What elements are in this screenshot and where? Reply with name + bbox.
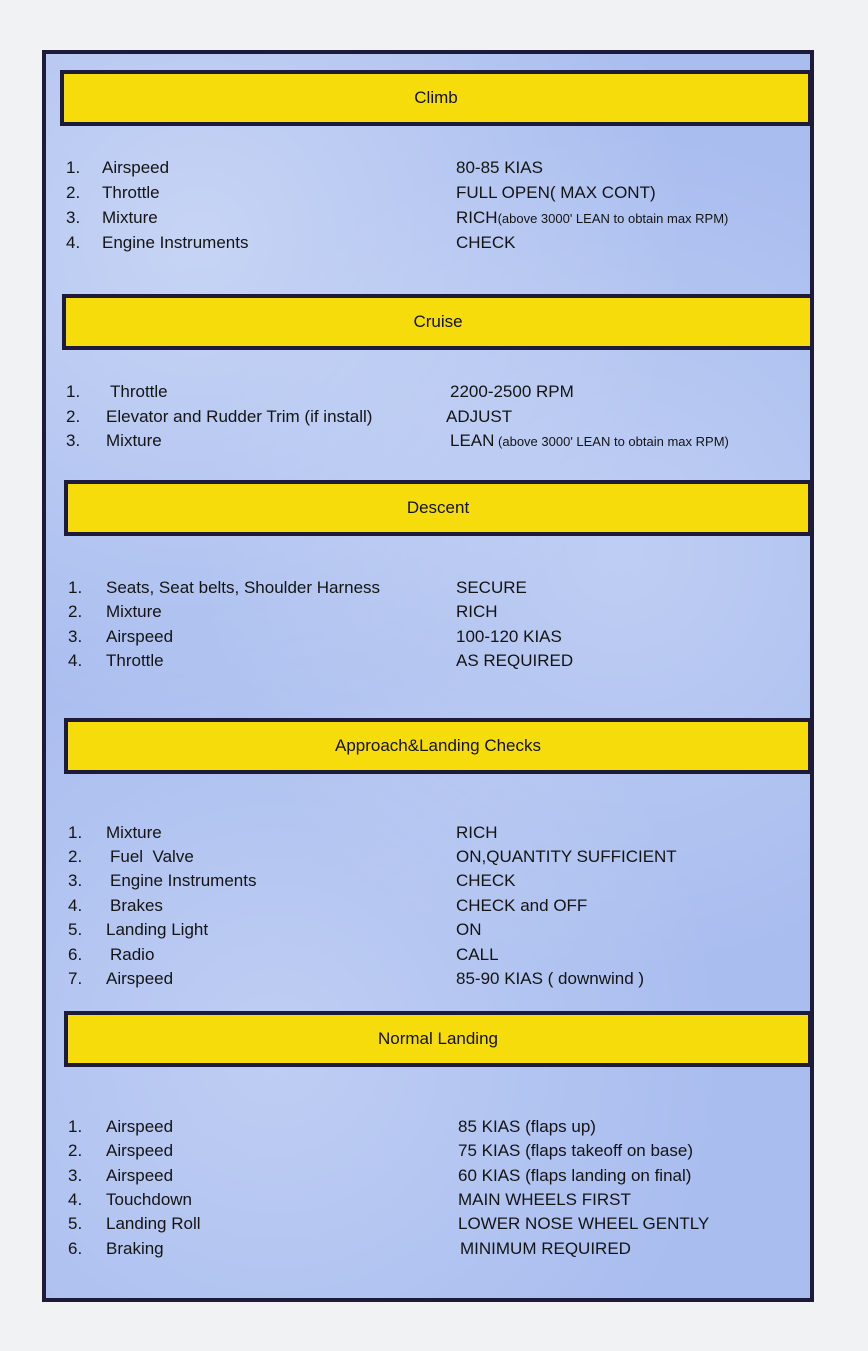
- item-value: ADJUST: [446, 407, 513, 426]
- checklist-item: 6. Braking MINIMUM REQUIRED: [68, 1239, 631, 1258]
- item-label: Airspeed: [106, 1141, 174, 1160]
- item-value: LEAN (above 3000' LEAN to obtain max RPM): [450, 431, 729, 450]
- item-label: Throttle: [106, 651, 164, 670]
- section-header-approach-landing: Approach&Landing Checks: [64, 718, 812, 774]
- item-value: ON,QUANTITY SUFFICIENT: [456, 847, 677, 866]
- item-label: Radio: [110, 945, 155, 964]
- checklist-item: 6. Radio CALL: [68, 945, 499, 964]
- checklist-item: 3. Airspeed 100-120 KIAS: [68, 627, 562, 646]
- item-label: Mixture: [106, 602, 162, 621]
- checklist-item: 5. Landing Light ON: [68, 920, 482, 939]
- item-value: RICH: [456, 602, 498, 621]
- checklist-item: 4. Throttle AS REQUIRED: [68, 651, 574, 670]
- item-label: Throttle: [102, 183, 160, 202]
- checklist-item: 1. Seats, Seat belts, Shoulder Harness SECURE: [68, 578, 527, 597]
- item-value: FULL OPEN( MAX CONT): [456, 183, 656, 202]
- checklist-item: 3. Engine Instruments CHECK: [68, 871, 516, 890]
- item-value: 80-85 KIAS: [456, 158, 543, 177]
- item-label: Fuel Valve: [110, 847, 194, 866]
- item-label: Touchdown: [106, 1190, 193, 1209]
- item-value: CHECK and OFF: [456, 896, 588, 915]
- section-header-descent: Descent: [64, 480, 812, 536]
- item-value: CHECK: [456, 871, 516, 890]
- checklist-item: 4. Engine Instruments CHECK: [66, 233, 516, 252]
- checklist-item: 5. Landing Roll LOWER NOSE WHEEL GENTLY: [68, 1214, 710, 1233]
- item-value: AS REQUIRED: [456, 651, 574, 670]
- checklist-item: 4. Touchdown MAIN WHEELS FIRST: [68, 1190, 631, 1209]
- checklist-item: 4. Brakes CHECK and OFF: [68, 896, 588, 915]
- item-label: Mixture: [102, 208, 158, 227]
- checklist-item: 1. Mixture RICH: [68, 823, 498, 842]
- item-label: Throttle: [110, 382, 168, 401]
- item-label: Engine Instruments: [102, 233, 249, 252]
- item-label: Landing Light: [106, 920, 209, 939]
- checklist-item: 1. Throttle 2200-2500 RPM: [66, 382, 574, 401]
- checklist-item: 3. Airspeed 60 KIAS (flaps landing on final): [68, 1166, 692, 1185]
- item-value: 85-90 KIAS ( downwind ): [456, 969, 645, 988]
- item-label: Airspeed: [102, 158, 170, 177]
- item-label: Landing Roll: [106, 1214, 201, 1233]
- item-value: 60 KIAS (flaps landing on final): [458, 1166, 692, 1185]
- item-label: Airspeed: [106, 1117, 174, 1136]
- checklist-item: 1. Airspeed 80-85 KIAS: [66, 158, 543, 177]
- item-value: RICH(above 3000' LEAN to obtain max RPM): [456, 208, 729, 227]
- item-label: Braking: [106, 1239, 164, 1258]
- section-header-normal-landing: Normal Landing: [64, 1011, 812, 1067]
- checklist-item: 2. Throttle FULL OPEN( MAX CONT): [66, 183, 656, 202]
- checklist-item: 2. Mixture RICH: [68, 602, 498, 621]
- item-value: 75 KIAS (flaps takeoff on base): [458, 1141, 693, 1160]
- item-label: Brakes: [110, 896, 163, 915]
- item-label: Engine Instruments: [110, 871, 257, 890]
- item-value: CHECK: [456, 233, 516, 252]
- checklist-card: [42, 50, 814, 1302]
- item-value: 100-120 KIAS: [456, 627, 562, 646]
- checklist-item: 1. Airspeed 85 KIAS (flaps up): [68, 1117, 596, 1136]
- checklist-item: 2. Airspeed 75 KIAS (flaps takeoff on base): [68, 1141, 693, 1160]
- checklist-item: 3. Mixture LEAN (above 3000' LEAN to obtain max RPM): [66, 431, 729, 450]
- item-value: SECURE: [456, 578, 527, 597]
- item-value: LOWER NOSE WHEEL GENTLY: [458, 1214, 710, 1233]
- checklist-item: 7. Airspeed 85-90 KIAS ( downwind ): [68, 969, 645, 988]
- item-value: 85 KIAS (flaps up): [458, 1117, 596, 1136]
- section-header-climb: Climb: [60, 70, 812, 126]
- checklist-item: 3. Mixture RICH(above 3000' LEAN to obtain max RPM): [66, 208, 729, 227]
- item-label: Seats, Seat belts, Shoulder Harness: [106, 578, 381, 597]
- item-value: 2200-2500 RPM: [450, 382, 574, 401]
- item-label: Airspeed: [106, 969, 174, 988]
- item-value: MINIMUM REQUIRED: [460, 1239, 631, 1258]
- checklist-item: 2. Elevator and Rudder Trim (if install) ADJUST: [66, 407, 513, 426]
- checklist-item: 2. Fuel Valve ON,QUANTITY SUFFICIENT: [68, 847, 677, 866]
- item-value: RICH: [456, 823, 498, 842]
- item-label: Mixture: [106, 823, 162, 842]
- item-value: ON: [456, 920, 482, 939]
- item-label: Elevator and Rudder Trim (if install): [106, 407, 373, 426]
- item-value: MAIN WHEELS FIRST: [458, 1190, 631, 1209]
- item-label: Airspeed: [106, 1166, 174, 1185]
- section-header-cruise: Cruise: [62, 294, 814, 350]
- item-value: CALL: [456, 945, 499, 964]
- item-label: Mixture: [106, 431, 162, 450]
- item-note: (above 3000' LEAN to obtain max RPM): [497, 211, 729, 226]
- item-note: (above 3000' LEAN to obtain max RPM): [494, 434, 729, 449]
- item-label: Airspeed: [106, 627, 174, 646]
